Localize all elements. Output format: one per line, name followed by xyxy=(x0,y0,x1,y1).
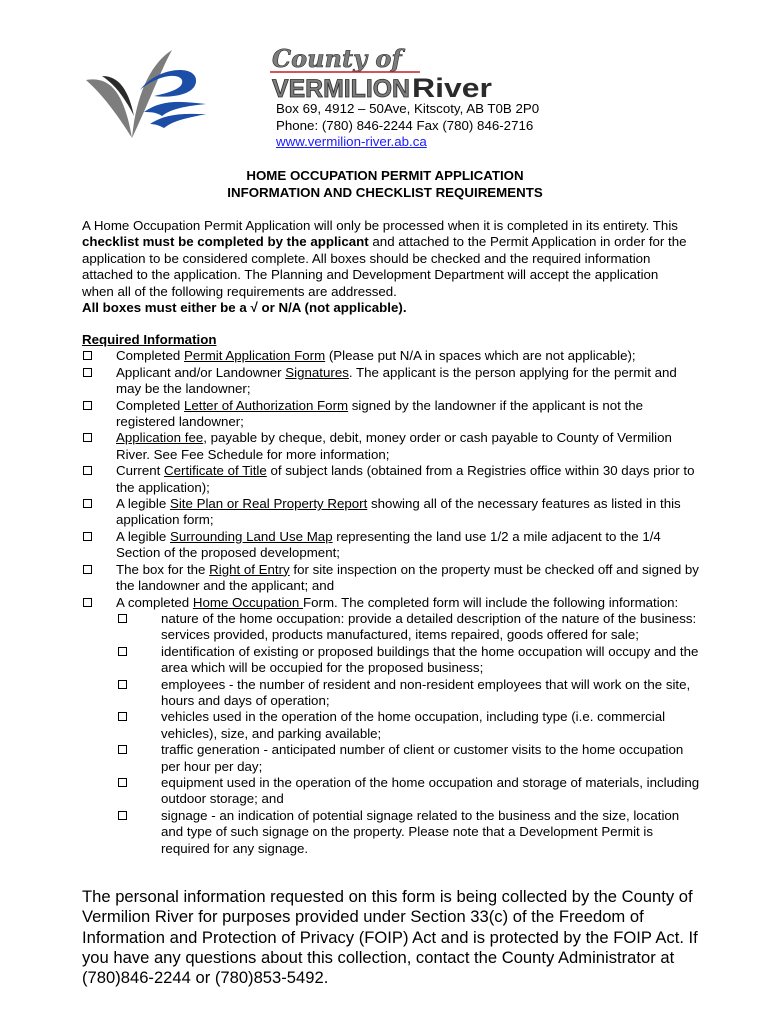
contact-block xyxy=(276,101,539,151)
intro-box-instruction: All boxes must either be a √ or N/A (not applicable). xyxy=(82,300,407,316)
item-text-post: for site inspection on the property must be checked off and signed by the landowner and the applicant; and xyxy=(116,561,699,594)
checklist-item xyxy=(82,348,702,364)
checkbox[interactable] xyxy=(118,745,127,754)
item-text-pre: Current xyxy=(116,463,165,479)
item-text-pre: A completed xyxy=(116,594,193,610)
subitem-text: identification of existing or proposed buildings that the home occupation will occupy and the area which will be occupied for the proposed business; xyxy=(161,643,699,676)
checkbox[interactable] xyxy=(83,598,92,607)
checkbox[interactable] xyxy=(118,680,127,689)
checkbox[interactable] xyxy=(83,565,92,574)
item-text-pre: Applicant and/or Landowner xyxy=(116,364,286,380)
checklist-item xyxy=(82,562,702,595)
intro-text-2: and attached to the Permit Application in order for the application to be considered complete. All boxes should be checked and the required information attached to the application. The Planning and Development Department will accept the application when all of the following requirements are addressed. xyxy=(82,234,687,299)
website-link[interactable]: www.vermilion-river.ab.ca xyxy=(276,134,427,149)
intro-bold-text: checklist must be completed by the applicant xyxy=(82,234,369,250)
logo-county-of: County of xyxy=(272,45,402,73)
checklist-subitem xyxy=(82,742,702,775)
checklist-item xyxy=(82,529,702,562)
item-text-underlined: Home Occupation xyxy=(192,594,303,610)
checklist-subitem xyxy=(82,709,702,742)
title-line-1: HOME OCCUPATION PERMIT APPLICATION xyxy=(246,168,524,183)
title-line-2: INFORMATION AND CHECKLIST REQUIREMENTS xyxy=(227,185,543,200)
subitem-text: equipment used in the operation of the home occupation and storage of materials, including outdoor storage; and xyxy=(161,774,700,807)
logo-vermilion: VERMILION xyxy=(272,75,410,101)
item-text-pre: Completed xyxy=(116,397,184,413)
checklist-item xyxy=(82,595,702,611)
checkbox[interactable] xyxy=(83,368,92,377)
item-text-underlined: Certificate of Title xyxy=(164,463,267,479)
item-text-underlined: Permit Application Form xyxy=(184,348,326,364)
address: Box 69, 4912 – 50Ave, Kitscoty, AB T0B 2P0 xyxy=(276,101,540,116)
logo-river: River xyxy=(412,73,493,101)
checkbox[interactable] xyxy=(118,614,127,623)
checklist-item xyxy=(82,496,702,529)
checklist-item xyxy=(82,463,702,496)
county-logo-icon xyxy=(80,46,208,140)
item-text-post: showing all of the necessary features as listed in this application form; xyxy=(116,496,681,528)
document-title xyxy=(0,167,770,201)
checkbox[interactable] xyxy=(83,466,92,475)
item-text-underlined: Application fee xyxy=(116,430,204,446)
item-text-underlined: Right of Entry xyxy=(209,561,290,577)
item-text-pre: A legible xyxy=(116,528,170,544)
item-text-underlined: Site Plan or Real Property Report xyxy=(169,496,368,512)
checkbox[interactable] xyxy=(83,532,92,541)
item-text-underlined: Letter of Authorization Form xyxy=(184,397,349,413)
checkbox[interactable] xyxy=(118,811,127,820)
subitem-text: nature of the home occupation: provide a detailed description of the nature of the business: services provided, products manufactured, items repaired, goods offered for sale; xyxy=(161,610,697,643)
checklist-subitem xyxy=(82,677,702,710)
item-text-pre: Completed xyxy=(116,348,184,364)
subitem-text: vehicles used in the operation of the home occupation, including type (i.e. commercial vehicles), size, and parking available; xyxy=(161,709,666,741)
checklist-item xyxy=(82,430,702,463)
item-text-post: representing the land use 1/2 a mile adjacent to the 1/4 Section of the proposed development; xyxy=(116,528,661,561)
subitem-text: signage - an indication of potential signage related to the business and the size, location and type of such signage on the property. Please note that a Development Permit is required for any signage. xyxy=(161,807,680,856)
checkbox[interactable] xyxy=(118,778,127,787)
checkbox[interactable] xyxy=(83,401,92,410)
checklist-subitem xyxy=(82,611,702,644)
checklist-subitem xyxy=(82,808,702,857)
intro-text-1: A Home Occupation Permit Application will only be processed when it is completed in its entirety. This xyxy=(82,218,678,233)
subitem-text: employees - the number of resident and non-resident employees that will work on the site, hours and days of operation; xyxy=(161,676,691,708)
intro-paragraph xyxy=(82,218,692,316)
item-text-post: of subject lands (obtained from a Registries office within 30 days prior to the application); xyxy=(116,463,695,495)
checklist-item xyxy=(82,398,702,431)
item-text-post: Form. The completed form will include the following information: xyxy=(303,594,679,610)
required-heading: Required Information xyxy=(82,332,217,347)
checkbox[interactable] xyxy=(118,712,127,721)
checklist-subitem xyxy=(82,775,702,808)
item-text-post: (Please put N/A in spaces which are not applicable); xyxy=(325,348,636,364)
checkbox[interactable] xyxy=(83,433,92,442)
item-text-underlined: Surrounding Land Use Map xyxy=(169,528,333,544)
item-text-pre: The box for the xyxy=(116,561,210,577)
item-text-post: , payable by cheque, debit, money order or cash payable to County of Vermilion River. See Fee Schedule for more information; xyxy=(116,430,672,462)
checkbox[interactable] xyxy=(83,499,92,508)
item-text-underlined: Signatures xyxy=(285,364,349,380)
required-information-section xyxy=(82,332,702,857)
checkbox[interactable] xyxy=(83,351,92,360)
privacy-notice: The personal information requested on this form is being collected by the County of Vermilion River for purposes provided under Section 33(c) of the Freedom of Information and Protection of Privacy (FOIP) Act and is protected by the FOIP Act. If you have any questions about this collection, contact the County Administrator at (780)846-2244 or (780)853-5492. xyxy=(82,887,698,988)
checkbox[interactable] xyxy=(118,647,127,656)
item-text-post: . The applicant is the person applying for the permit and may be the landowner; xyxy=(116,364,677,397)
item-text-pre: A legible xyxy=(116,496,170,512)
item-text-post: signed by the landowner if the applicant is not the registered landowner; xyxy=(116,397,644,430)
phone-fax: Phone: (780) 846-2244 Fax (780) 846-2716 xyxy=(276,117,534,133)
checklist-item xyxy=(82,365,702,398)
county-logo-wordmark xyxy=(270,45,495,101)
subitem-text: traffic generation - anticipated number of client or customer visits to the home occupation per hour per day; xyxy=(161,742,684,774)
checklist-subitem xyxy=(82,644,702,677)
